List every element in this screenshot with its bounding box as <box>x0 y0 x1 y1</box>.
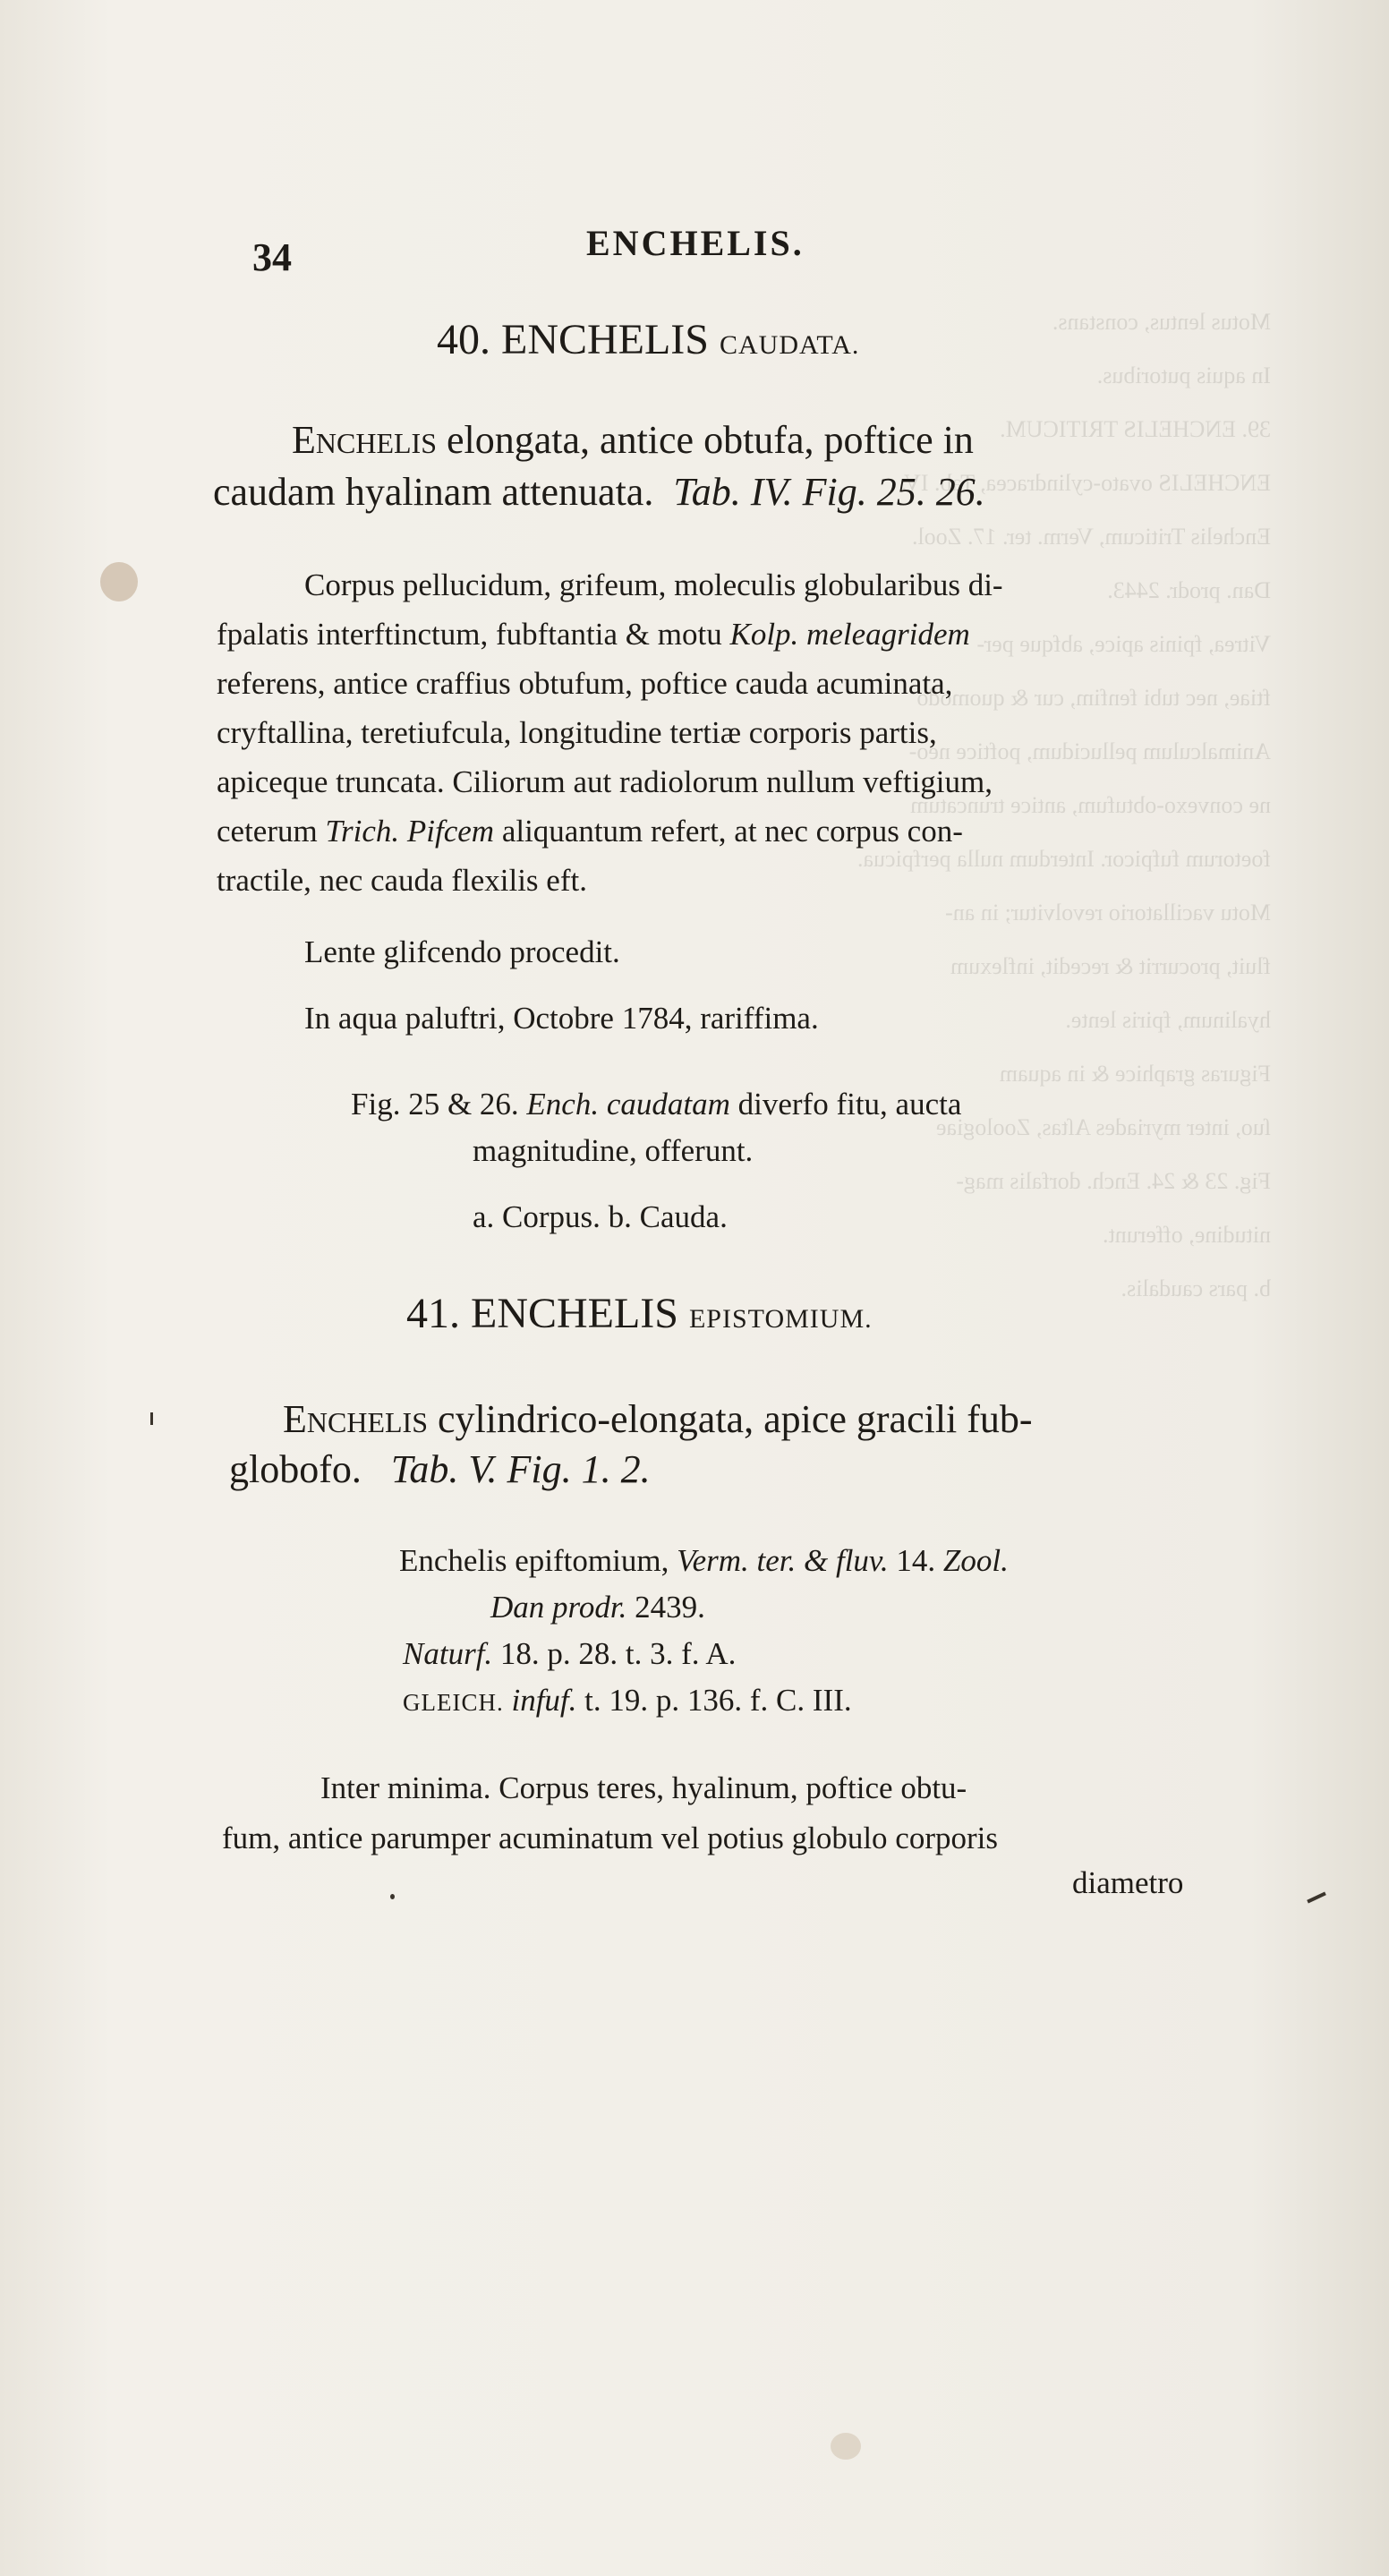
diagnosis-genus: NCHELIS <box>315 427 437 459</box>
foxing-stain <box>831 2433 861 2460</box>
diagnosis-text: elongata, antice obtufa, poftice in <box>447 418 974 462</box>
figure-caption-continued: magnitudine, offerunt. <box>473 1133 754 1168</box>
diagnosis-line-2 <box>213 465 985 519</box>
motion-note: Lente glifcendo procedit. <box>304 934 620 969</box>
reference-italic: infuf. <box>511 1683 577 1718</box>
section-number: 41. <box>406 1290 460 1337</box>
description-italic: Trich. Pifcem <box>325 814 495 849</box>
description-line: tractile, nec cauda flexilis eft. <box>217 863 587 898</box>
diagnosis-text: caudam hyalinam attenuata. <box>213 470 654 514</box>
description-line: cryftallina, teretiufcula, longitudine tertiæ corporis partis, <box>217 715 937 750</box>
reference-line <box>399 1538 1009 1584</box>
reference-italic: Zool. <box>942 1543 1009 1578</box>
reference-text: 14. <box>896 1543 936 1578</box>
diagnosis-initial: E <box>292 418 316 462</box>
description-line: apiceque truncata. Ciliorum aut radiolorum nullum veftigium, <box>217 764 993 799</box>
description-italic: Kolp. meleagridem <box>729 617 970 652</box>
running-title: ENCHELIS. <box>586 223 805 263</box>
reference-italic: Dan prodr. <box>490 1590 627 1625</box>
diagnosis-text: globofo. <box>229 1447 362 1491</box>
reference-line <box>490 1584 705 1631</box>
description-line: Corpus pellucidum, grifeum, moleculis globularibus di- <box>304 567 1003 602</box>
section-species: EPISTOMIUM. <box>688 1304 873 1334</box>
description-text: fpalatis interftinctum, fubftantia & motu <box>217 617 722 652</box>
description-text: aliquantum refert, at nec corpus con- <box>501 814 963 849</box>
reference-italic: Naturf. <box>403 1636 493 1671</box>
figure-parts-legend: a. Corpus. b. Cauda. <box>473 1199 728 1234</box>
section-genus: ENCHELIS <box>501 316 709 363</box>
section-genus: ENCHELIS <box>471 1290 678 1337</box>
diagnosis-initial: E <box>283 1397 307 1441</box>
ink-speck <box>150 1412 153 1425</box>
diagnosis-plate-ref: Tab. V. Fig. 1. 2. <box>390 1447 651 1491</box>
diagnosis-line-1 <box>292 414 974 470</box>
reference-text: t. 19. p. 136. f. C. III. <box>584 1683 852 1718</box>
diagnosis-line-2 <box>229 1443 651 1497</box>
figure-caption-text: diverfo fitu, aucta <box>737 1087 962 1122</box>
reference-text: 2439. <box>635 1590 705 1625</box>
figure-caption-prefix: Fig. 25 & 26. <box>351 1087 519 1122</box>
description-line <box>217 610 970 659</box>
description-line: fum, antice parumper acuminatum vel potius globulo corporis <box>222 1821 999 1855</box>
reference-italic: Verm. ter. & fluv. <box>677 1543 889 1578</box>
reference-text: 18. p. 28. t. 3. f. A. <box>499 1636 737 1671</box>
reference-author: GLEICH. <box>403 1689 504 1716</box>
diagnosis-text: cylindrico-elongata, apice gracili fub- <box>438 1397 1033 1441</box>
habitat-note: In aqua paluftri, Octobre 1784, rariffima. <box>304 1001 819 1036</box>
section-number: 40. <box>437 316 490 363</box>
description-line <box>217 806 963 856</box>
diagnosis-plate-ref: Tab. IV. Fig. 25. 26. <box>673 470 985 514</box>
page-number: 34 <box>252 235 292 279</box>
section-title-40 <box>437 315 859 364</box>
ink-speck <box>1307 1892 1326 1904</box>
diagnosis-genus: NCHELIS <box>306 1406 428 1438</box>
show-through-text: Motus lentus, constans. In aquis putoribus. 39. ENCHELIS TRITICUM. ENCHELIS ovato-cylindracea, Tab. IV. Enchelis Triticum, Verm. ter. 17. Zool. Dan. prodr. 2443. Vitrea, fpinis apice, abfque per- ftiae, nec tubi fenfim, cur & quomodo Animalculum pellucidum, poftice neo- ne convexo-obtufum, antice truncatum foetorum fufpicor. Interdum nulla perfpicua. Motu vacillatorio revolvitur; in an- fluit, procurrit & recedit, inflexum hyalinum, fpiris lente. Figuras graphice & in aquam ſuo, inter myriades Aſtas, Zoologiae Fig. 23 & 24. Ench. dorfalis mag- nitudine, offerunt. b. pars caudalis. <box>856 309 1271 1301</box>
description-line: Inter minima. Corpus teres, hyalinum, poftice obtu- <box>320 1770 967 1805</box>
description-line: referens, antice craffius obtufum, poftice cauda acuminata, <box>217 666 953 701</box>
foxing-stain <box>100 562 138 601</box>
figure-caption-italic: Ench. caudatam <box>526 1087 730 1122</box>
reference-text: Enchelis epiftomium, <box>399 1543 669 1578</box>
diagnosis-line-1 <box>283 1393 1033 1449</box>
catchword: diametro <box>1072 1865 1184 1900</box>
reference-line <box>403 1677 852 1726</box>
section-species: CAUDATA. <box>719 330 860 360</box>
ink-speck <box>390 1894 395 1899</box>
figure-caption <box>351 1081 961 1128</box>
reference-line <box>403 1631 736 1677</box>
description-text: ceterum <box>217 814 318 849</box>
section-title-41 <box>406 1289 873 1338</box>
